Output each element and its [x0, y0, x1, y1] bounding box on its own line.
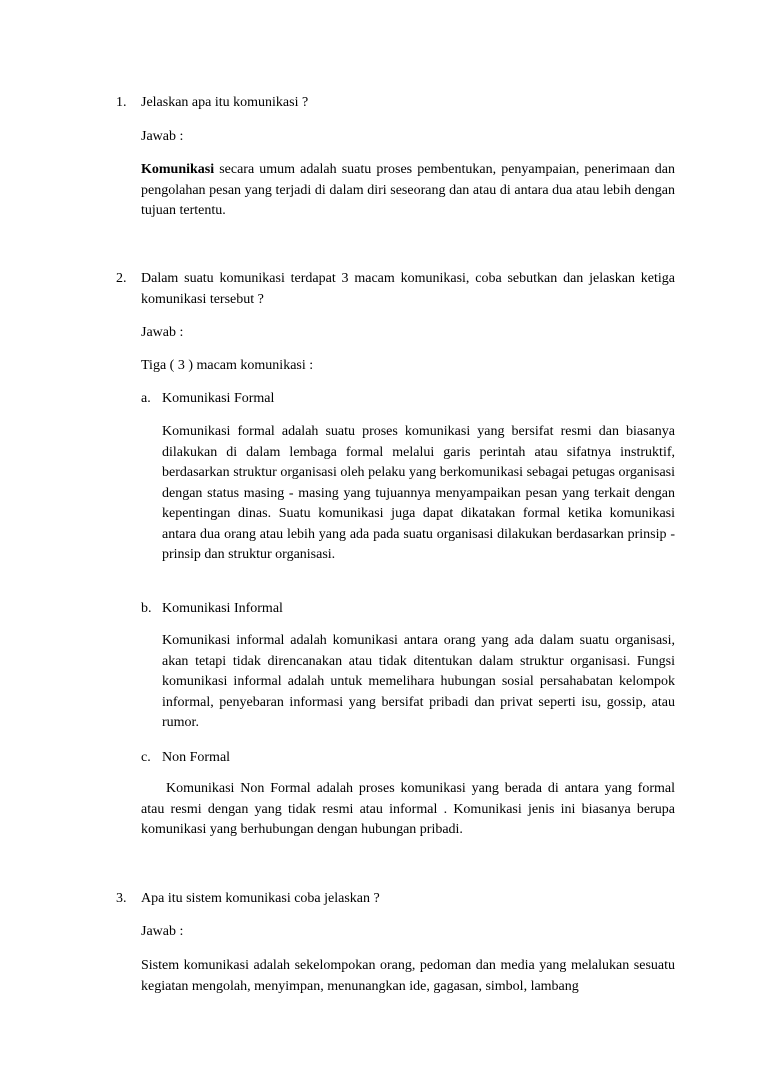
question-3-text: Apa itu sistem komunikasi coba jelaskan ?: [141, 891, 380, 906]
answer-1-term: Komunikasi: [141, 162, 215, 177]
item-a-title: Komunikasi Formal: [162, 391, 275, 406]
answer-1-text: secara umum adalah suatu proses pembentukan, penyampaian, penerimaan dan pengolahan pesan yang terjadi di dalam diri seseorang dan atau di antara dua atau lebih dengan tujuan tertentu.: [141, 162, 675, 218]
question-2-intro: Tiga ( 3 ) macam komunikasi :: [141, 358, 314, 373]
item-b-body: Komunikasi informal adalah komunikasi antara orang yang ada dalam suatu organisasi, akan tetapi tidak direncanakan atau tidak ditentukan dalam struktur organisasi. Fungsi komunikasi informal adalah untuk memelihara hubungan sosial persahabatan kelompok informal, penyebaran informasi yang bersifat pribadi dan privat seperti isu, gossip, atau rumor.: [162, 633, 675, 730]
item-a-body: Komunikasi formal adalah suatu proses komunikasi yang bersifat resmi dan biasanya dilakukan di dalam lembaga formal melalui garis perintah atau sifatnya instruktif, berdasarkan struktur organisasi oleh pelaku yang berkomunikasi sebagai petugas organisasi dengan status masing - masing yang tujuannya menyampaikan pesan yang terkait dengan kepentingan dinas. Suatu komunikasi juga dapat dikatakan formal ketika komunikasi antara dua orang atau lebih yang ada pada suatu organisasi dilakukan berdasarkan prinsip - prinsip dan struktur organisasi.: [162, 424, 675, 562]
question-1-answer-label: Jawab :: [141, 129, 184, 144]
item-c-body: [141, 779, 675, 841]
question-1-answer: [141, 160, 675, 222]
item-b-title: Komunikasi Informal: [162, 601, 283, 616]
item-a-letter: a.: [141, 391, 151, 406]
item-b-letter: b.: [141, 601, 152, 616]
item-c-body-text: Komunikasi Non Formal adalah proses komunikasi yang berada di antara yang formal atau resmi dengan yang tidak resmi atau informal . Komunikasi jenis ini biasanya berupa komunikasi yang berhubungan dengan hubungan pribadi.: [141, 781, 675, 837]
question-1-text: Jelaskan apa itu komunikasi ?: [141, 95, 309, 110]
question-2-answer-label: Jawab :: [141, 325, 184, 340]
question-2-number: 2.: [116, 271, 127, 286]
item-c-letter: c.: [141, 750, 151, 765]
question-3-number: 3.: [116, 891, 127, 906]
question-3-answer-label: Jawab :: [141, 924, 184, 939]
question-1-number: 1.: [116, 95, 127, 110]
question-3-answer: Sistem komunikasi adalah sekelompokan orang, pedoman dan media yang melalukan sesuatu kegiatan mengolah, menyimpan, menunangkan ide, gagasan, simbol, lambang: [141, 958, 675, 994]
question-2-text: Dalam suatu komunikasi terdapat 3 macam komunikasi, coba sebutkan dan jelaskan ketiga komunikasi tersebut ?: [141, 271, 675, 307]
item-c-title: Non Formal: [162, 750, 231, 765]
